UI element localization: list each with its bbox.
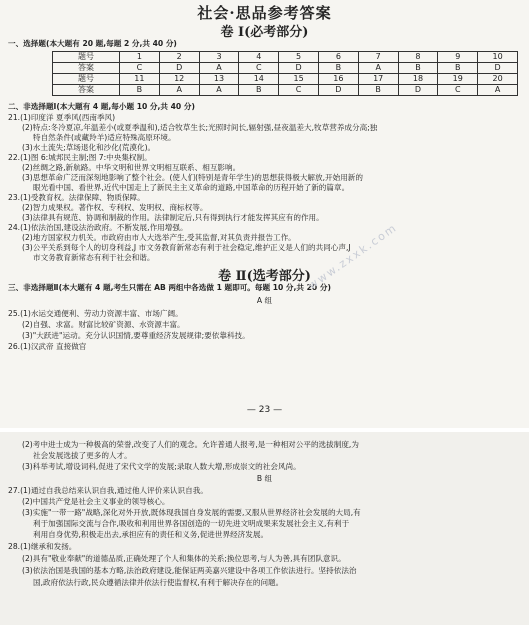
- table-cell: B: [398, 63, 438, 74]
- answer-line: 21.(1)印度洋 夏季风(西南季风): [8, 113, 116, 122]
- answer-line: (3)实施"一带一路"战略,深化对外开放,既体现我国自身发展的需要,又服从世界经济社会发展的大局,有: [22, 508, 361, 517]
- table-cell: B: [239, 85, 279, 96]
- table-cell: 6: [318, 52, 358, 63]
- answer-line: (2)自强、求富。财富比较矿资源、水资源丰富。: [22, 320, 185, 329]
- table-cell: B: [358, 85, 398, 96]
- table-cell: 10: [478, 52, 518, 63]
- section3-heading: 三、非选择题Ⅱ(本大题有 4 题,考生只需在 AB 两组中各选做 1 题即可。每题 10 分,共 20 分): [8, 283, 331, 292]
- answer-line: (3)水土流失;草场退化和沙化(荒漠化)。: [22, 143, 156, 152]
- table-cell: A: [358, 63, 398, 74]
- table-cell: 5: [279, 52, 319, 63]
- answer-line: 27.(1)通过自我总结来认识自我,通过他人评价来认识自我。: [8, 486, 208, 495]
- answer-line: (2)考中进士成为一种极高的荣誉,改变了人们的观念。允许普通人报考,是一种相对公平的选拔制度,为: [22, 440, 359, 449]
- table-row: [53, 85, 518, 96]
- table-cell: 14: [239, 74, 279, 85]
- answer-line: 22.(1)图 6:城邦民主制;图 7:中央集权制。: [8, 153, 152, 162]
- table-cell: 答案: [53, 85, 120, 96]
- table-cell: 答案: [53, 63, 120, 74]
- table-cell: C: [438, 85, 478, 96]
- page-title: 社会·思品参考答案: [197, 4, 332, 22]
- group-b-label: B 组: [256, 474, 273, 483]
- table-row: [53, 52, 518, 63]
- table-cell: C: [279, 85, 319, 96]
- part2-title: 卷 Ⅱ(选考部分): [218, 269, 311, 284]
- table-cell: 1: [120, 52, 160, 63]
- table-cell: 16: [318, 74, 358, 85]
- watermark: www.zxxk.com: [305, 220, 400, 293]
- group-a-label: A 组: [256, 296, 273, 305]
- section1-heading: 一、选择题(本大题有 20 题,每题 2 分,共 40 分): [8, 39, 177, 48]
- answer-line: (2)地方国家权力机关。市政府由市人大选举产生,受其监督,对其负责并报告工作。: [22, 233, 296, 242]
- table-cell: 8: [398, 52, 438, 63]
- table-cell: A: [199, 63, 239, 74]
- table-cell: 12: [159, 74, 199, 85]
- table-row: [53, 63, 518, 74]
- page-bottom: [0, 432, 529, 625]
- table-cell: 7: [358, 52, 398, 63]
- table-cell: 2: [159, 52, 199, 63]
- answer-line: 市文务教育新常态有利于社会和谐。: [33, 253, 155, 262]
- section2-heading: 二、非选择题Ⅰ(本大题有 4 题,每小题 10 分,共 40 分): [8, 102, 195, 111]
- part1-title: 卷 Ⅰ(必考部分): [220, 25, 309, 40]
- table-cell: 15: [279, 74, 319, 85]
- table-cell: 13: [199, 74, 239, 85]
- table-cell: 18: [398, 74, 438, 85]
- answer-line: (2)智力成果权。著作权、专利权、发明权、商标权等。: [22, 203, 208, 212]
- table-cell: C: [120, 63, 160, 74]
- table-cell: D: [279, 63, 319, 74]
- answer-line: (3)科举考试,增设词科,促进了宋代文学的发展;录取人数大增,形成崇文的社会风尚。: [22, 462, 301, 471]
- table-cell: 11: [120, 74, 160, 85]
- table-cell: D: [159, 63, 199, 74]
- answer-line: 国,政府依法行政,民众遵循法律并依法行使监督权,有利于解决存在的问题。: [33, 578, 284, 587]
- table-cell: D: [398, 85, 438, 96]
- answer-line: 利于加强国际交流与合作,吸收和利用世界各国创造的一切先进文明成果来发展社会主义,有利于: [33, 519, 350, 528]
- answer-line: 23.(1)受教育权。法律保障、物质保障。: [8, 193, 145, 202]
- answer-line: (2)具有"敬业奉献"的道德品质,正确处理了个人和集体的关系;换位思考,与人为善,具有团队意识。: [22, 554, 346, 563]
- answer-line: 利用自身优势,积极走出去,承担应有的责任和义务,促进世界经济发展。: [33, 530, 269, 539]
- answer-line: (2)中国共产党是社会主义事业的领导核心。: [22, 497, 170, 506]
- table-cell: B: [120, 85, 160, 96]
- answer-line: (2)特点:冬冷夏凉,年温差小(或夏季温和),适合牧草生长;光照时间长,辐射强,昼夜温差大,牧草营养成分高;独: [22, 123, 378, 132]
- answer-table: [52, 51, 518, 96]
- table-cell: 4: [239, 52, 279, 63]
- table-cell: D: [318, 85, 358, 96]
- answer-line: (3)思想革命广泛而深刻地影响了整个社会。(使人们(特别是青年学生)的思想获得极大解放,开始用新的: [22, 173, 363, 182]
- table-cell: A: [478, 85, 518, 96]
- answer-line: 25.(1)水运交通便利、劳动力资源丰富、市场广阔。: [8, 309, 183, 318]
- table-cell: 3: [199, 52, 239, 63]
- answer-line: 眼光看中国、看世界,近代中国走上了新民主主义革命的道路,中国革命的历程开始了新的篇章。: [33, 183, 350, 192]
- answer-line: (3)"大跃进"运动。充分认识国情,要尊重经济发展规律;要依靠科技。: [22, 331, 250, 340]
- answer-line: 社会发展选拔了更多的人才。: [33, 451, 132, 460]
- answer-line: 26.(1)汉武帝 直接做官: [8, 342, 87, 351]
- table-cell: 19: [438, 74, 478, 85]
- table-cell: 17: [358, 74, 398, 85]
- table-cell: 题号: [53, 74, 120, 85]
- answer-line: (2)丝绸之路,新航路。中华文明和世界文明相互联系、相互影响。: [22, 163, 241, 172]
- answer-line: 28.(1)继承和发扬。: [8, 542, 77, 551]
- answer-line: (3)依法治国是我国的基本方略,法治政府建设,能保证两美嘉兴建设中各项工作依法进行。坚持依法治: [22, 566, 357, 575]
- table-cell: 9: [438, 52, 478, 63]
- answer-line: (3)公平关系到每个人的切身利益,J 市文务教育新常态有利于社会稳定,维护正义是人们的共同心声,J: [22, 243, 351, 252]
- table-row: [53, 74, 518, 85]
- table-cell: 20: [478, 74, 518, 85]
- table-cell: 题号: [53, 52, 120, 63]
- table-cell: A: [159, 85, 199, 96]
- table-cell: D: [478, 63, 518, 74]
- answer-line: 24.(1)依法治国,建设法治政府。不断发展,作用增强。: [8, 223, 188, 232]
- table-cell: A: [199, 85, 239, 96]
- table-cell: C: [239, 63, 279, 74]
- table-cell: B: [438, 63, 478, 74]
- answer-line: (3)法律具有规范、协调和制裁的作用。法律制定后,只有得到执行才能发挥其应有的作用。: [22, 213, 324, 222]
- answer-line: 特自然条件(或藏羚羊)适应特殊高原环境。: [33, 133, 176, 142]
- page-number: — 23 —: [246, 405, 283, 415]
- table-cell: B: [318, 63, 358, 74]
